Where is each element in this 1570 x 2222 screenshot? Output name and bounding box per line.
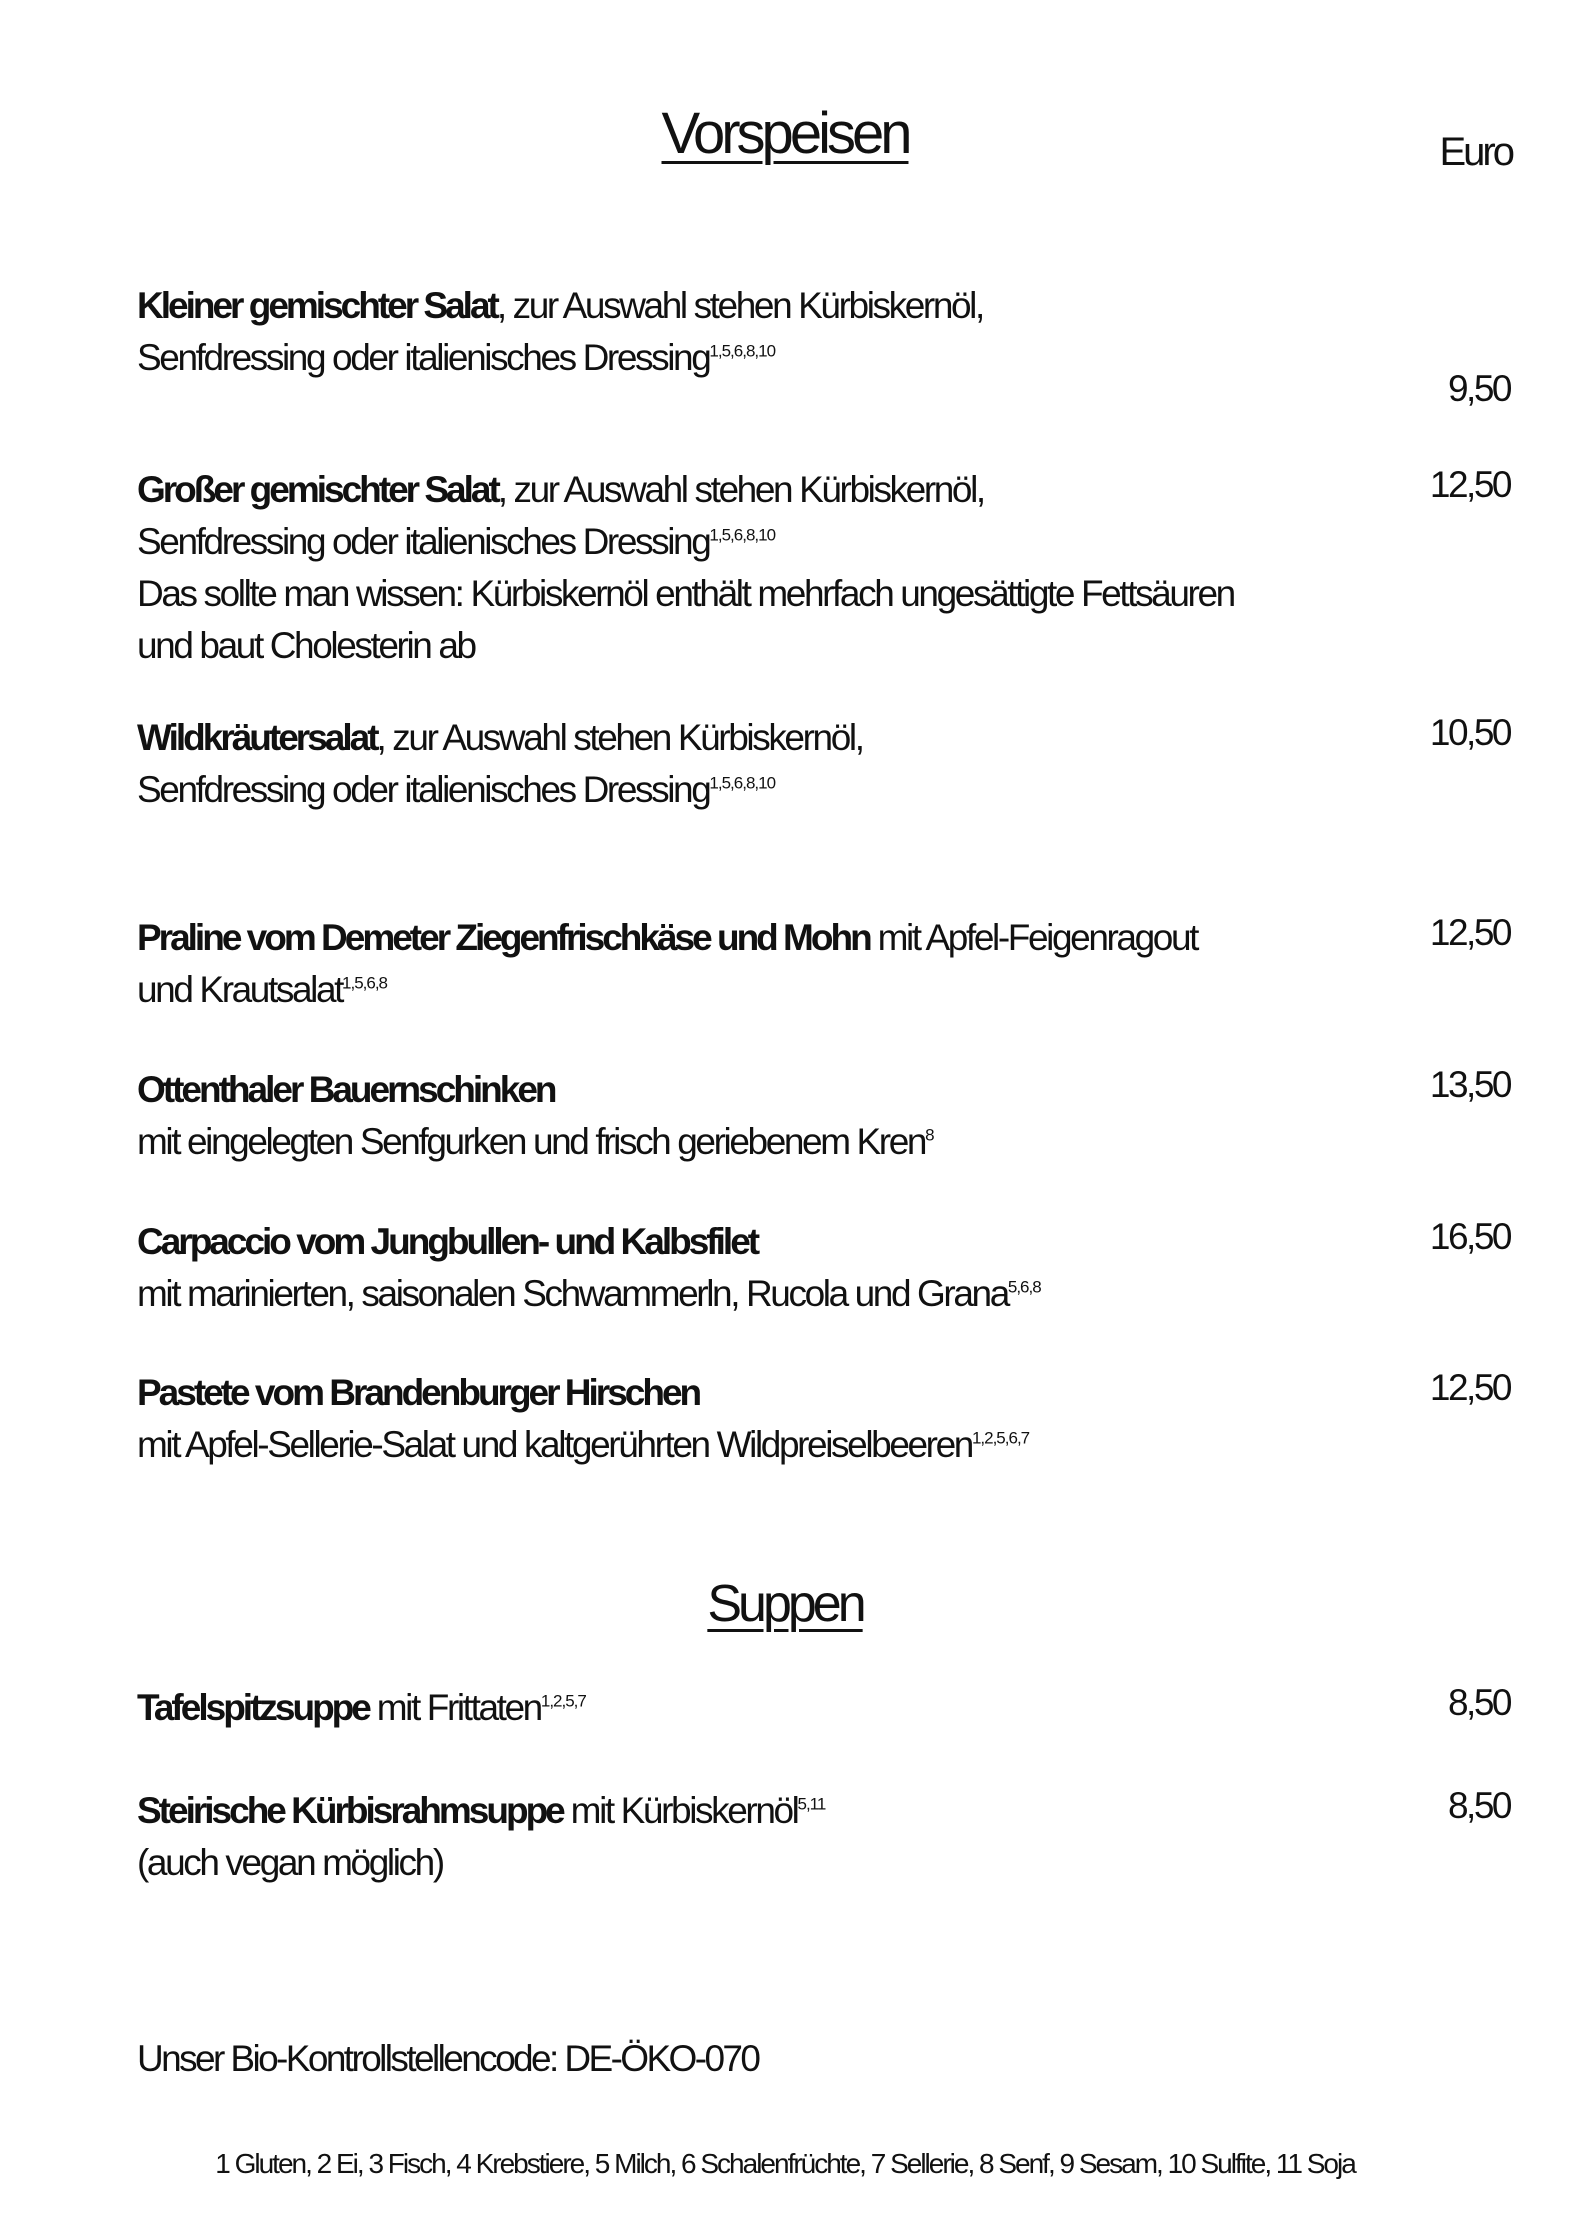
price: 16,50 <box>1429 1216 1510 1257</box>
dish-description: mit Apfel-Sellerie-Salat und kaltgerührten Wildpreiselbeeren <box>137 1424 972 1465</box>
dish-description: mit Frittaten <box>368 1687 541 1728</box>
menu-item-wildkraeutersalat <box>137 712 1437 816</box>
price: 13,50 <box>1429 1064 1510 1105</box>
dish-description: , zur Auswahl stehen Kürbiskernöl, <box>376 717 863 758</box>
menu-item-tafelspitzsuppe <box>137 1682 1437 1734</box>
price: 8,50 <box>1447 1785 1510 1826</box>
dish-name: Kleiner gemischter Salat <box>137 285 497 326</box>
dish-name: Carpaccio vom Jungbullen- und Kalbsfilet <box>137 1221 758 1262</box>
allergen-codes: 5,6,8 <box>1007 1277 1041 1297</box>
menu-item-pastete <box>137 1367 1437 1471</box>
dish-description: , zur Auswahl stehen Kürbiskernöl, <box>496 285 983 326</box>
bio-control-code: Unser Bio-Kontrollstellencode: DE-ÖKO-070 <box>137 2038 759 2079</box>
menu-item-grosser-salat <box>137 464 1437 672</box>
allergen-codes: 1,2,5,7 <box>540 1691 586 1711</box>
dish-note: (auch vegan möglich) <box>137 1842 443 1883</box>
dish-note: Das sollte man wissen: Kürbiskernöl enthält mehrfach ungesättigte Fettsäuren <box>137 573 1234 614</box>
dish-description: mit Kürbiskernöl <box>562 1790 798 1831</box>
price: 12,50 <box>1429 1367 1510 1408</box>
dish-description: und Krautsalat <box>137 969 343 1010</box>
menu-item-kuerbisrahmsuppe <box>137 1785 1437 1889</box>
dish-name: Tafelspitzsuppe <box>137 1687 369 1728</box>
price: 12,50 <box>1429 464 1510 505</box>
allergen-codes: 1,2,5,6,7 <box>971 1428 1030 1448</box>
allergen-codes: 1,5,6,8,10 <box>709 773 776 793</box>
allergen-codes: 1,5,6,8,10 <box>709 525 776 545</box>
allergen-codes: 1,5,6,8,10 <box>709 341 776 361</box>
dish-description: , zur Auswahl stehen Kürbiskernöl, <box>497 469 984 510</box>
price: 12,50 <box>1429 912 1510 953</box>
menu-item-carpaccio <box>137 1216 1437 1320</box>
dish-description: Senfdressing oder italienisches Dressing <box>137 521 710 562</box>
currency-label: Euro <box>1439 130 1512 174</box>
price: 10,50 <box>1429 712 1510 753</box>
dish-description: mit eingelegten Senfgurken und frisch geriebenem Kren <box>137 1121 926 1162</box>
allergen-codes: 5,11 <box>797 1794 826 1814</box>
dish-name: Ottenthaler Bauernschinken <box>137 1069 555 1110</box>
dish-description: Senfdressing oder italienisches Dressing <box>137 769 710 810</box>
price: 8,50 <box>1447 1682 1510 1723</box>
menu-item-bauernschinken <box>137 1064 1437 1168</box>
dish-description: Senfdressing oder italienisches Dressing <box>137 337 710 378</box>
allergen-codes: 1,5,6,8 <box>342 973 388 993</box>
dish-note: und baut Cholesterin ab <box>137 625 475 666</box>
section-title-starters: Vorspeisen <box>661 101 909 166</box>
dish-name: Wildkräutersalat <box>137 717 377 758</box>
dish-name: Pastete vom Brandenburger Hirschen <box>137 1372 700 1413</box>
dish-name: Praline vom Demeter Ziegenfrischkäse und Mohn <box>137 917 870 958</box>
dish-name: Steirische Kürbisrahmsuppe <box>137 1790 563 1831</box>
allergen-legend: 1 Gluten, 2 Ei, 3 Fisch, 4 Krebstiere, 5 Milch, 6 Schalenfrüchte, 7 Sellerie, 8 Senf, 9 Sesam, 10 Sulfite, 11 Soja <box>215 2148 1355 2179</box>
price: 9,50 <box>1447 368 1510 409</box>
dish-description: mit marinierten, saisonalen Schwammerln, Rucola und Grana <box>137 1273 1008 1314</box>
menu-item-praline <box>137 912 1437 1016</box>
menu-item-kleiner-salat <box>137 280 1437 384</box>
dish-description: mit Apfel-Feigenragout <box>869 917 1198 958</box>
allergen-codes: 8 <box>925 1125 934 1145</box>
dish-name: Großer gemischter Salat <box>137 469 498 510</box>
section-title-soups: Suppen <box>707 1575 863 1633</box>
